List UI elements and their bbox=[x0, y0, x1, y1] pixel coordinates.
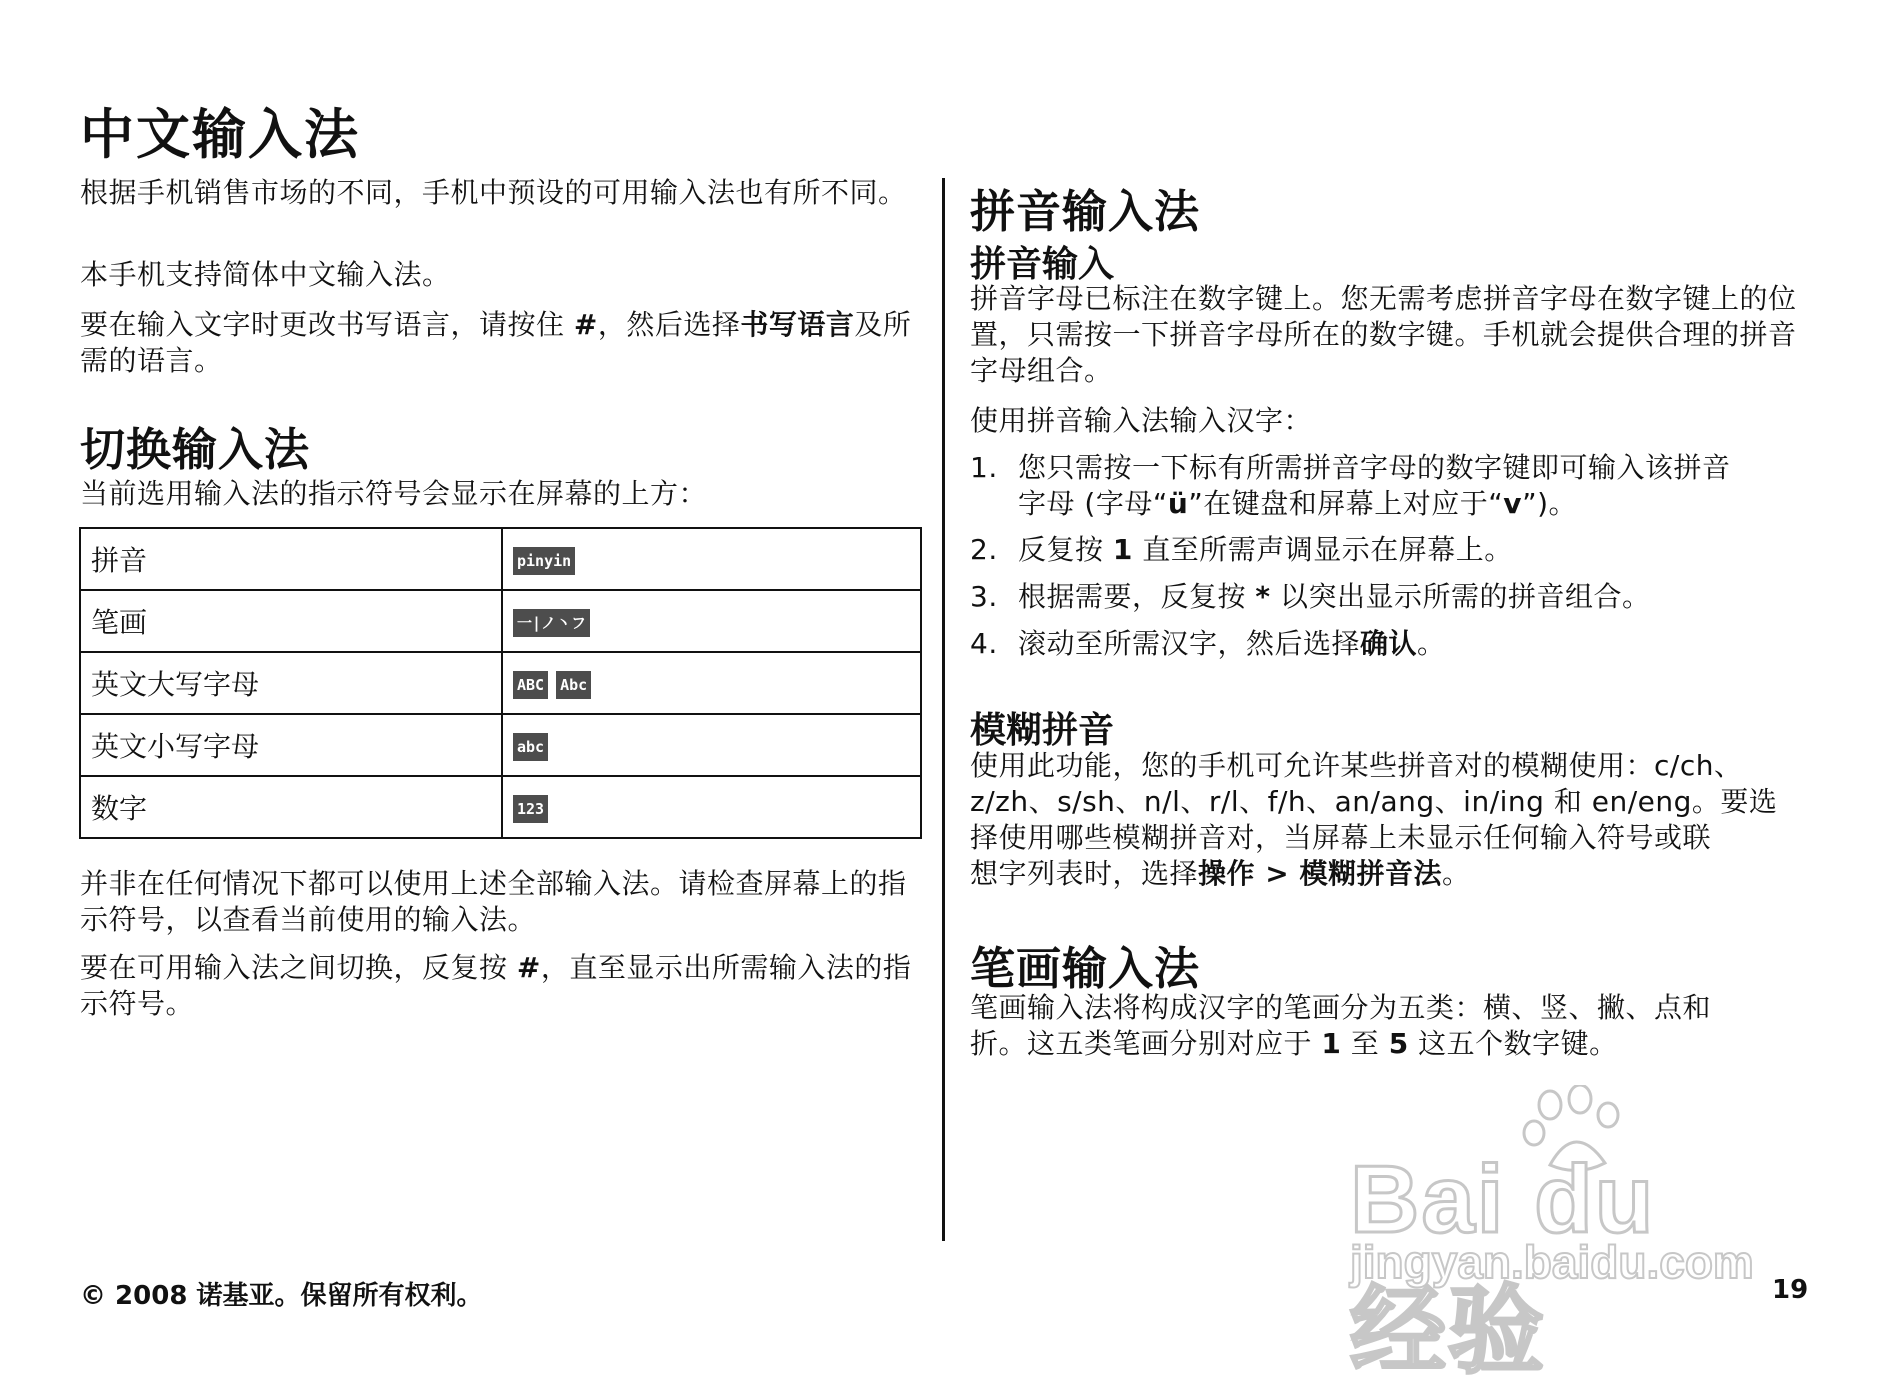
input-mode-indicator-icon: abc bbox=[513, 733, 548, 761]
step-4-option: 确认 bbox=[1360, 627, 1418, 660]
pinyin-section-title: 拼音输入法 bbox=[970, 185, 1201, 238]
intro-paragraph-3 bbox=[80, 307, 920, 379]
fuzzy-line-4-e: 。 bbox=[1442, 857, 1471, 890]
indicator-label: 英文小写字母 bbox=[80, 714, 502, 776]
indicator-label: 数字 bbox=[80, 776, 502, 838]
watermark-url: jingyan.baidu.com bbox=[1350, 1236, 1754, 1288]
fuzzy-menu-separator: > bbox=[1255, 857, 1300, 890]
fuzzy-section-title: 模糊拼音 bbox=[970, 710, 1115, 751]
intro3-text-c: 及所需的语言。 bbox=[80, 308, 912, 377]
note2-text-b: ，直至显示出所需输入法的指示符号。 bbox=[80, 951, 912, 1020]
indicator-row bbox=[80, 776, 921, 838]
step-3-text bbox=[1018, 579, 1650, 615]
intro3-menu-option: 书写语言 bbox=[740, 308, 855, 341]
stroke-key-5: 5 bbox=[1388, 1027, 1409, 1060]
step-2-number: 2. bbox=[970, 533, 998, 566]
intro3-text-b: ，然后选择 bbox=[597, 308, 741, 341]
input-mode-indicator-icon: pinyin bbox=[513, 547, 575, 575]
indicator-icons bbox=[502, 776, 921, 838]
input-mode-indicator-icon: 一|ノ丶フ bbox=[513, 609, 590, 637]
stroke-line-2-b: 至 bbox=[1341, 1027, 1389, 1060]
stroke-paragraph bbox=[970, 990, 1820, 1062]
stroke-line-2-a: 折。这五类笔画分别对应于 bbox=[970, 1027, 1322, 1060]
input-mode-indicator-icon: Abc bbox=[556, 671, 591, 699]
fuzzy-paragraph bbox=[970, 748, 1820, 892]
step-2-text bbox=[1018, 532, 1513, 568]
step-3-number: 3. bbox=[970, 580, 998, 613]
indicator-icons bbox=[502, 714, 921, 776]
step-2-a: 反复按 bbox=[1018, 533, 1113, 566]
fuzzy-line-3: 择使用哪些模糊拼音对，当屏幕上未显示任何输入符号或联 bbox=[970, 821, 1712, 854]
step-1-line2-c: ”在键盘和屏幕上对应于“ bbox=[1188, 487, 1504, 520]
note-paragraph-1: 并非在任何情况下都可以使用上述全部输入法。请检查屏幕上的指示符号，以查看当前使用的输入法。 bbox=[80, 867, 907, 936]
switch-section-desc: 当前选用输入法的指示符号会显示在屏幕的上方： bbox=[80, 477, 708, 510]
input-mode-indicator-icon: 123 bbox=[513, 795, 548, 823]
page-title: 中文输入法 bbox=[80, 103, 360, 166]
step-4-text bbox=[1018, 626, 1446, 662]
baidu-watermark bbox=[1330, 1085, 1780, 1385]
fuzzy-line-2: z/zh、s/sh、n/l、r/l、f/h、an/ang、in/ing 和 en/eng。要选 bbox=[970, 785, 1778, 818]
fuzzy-line-1: 使用此功能，您的手机可允许某些拼音对的模糊使用：c/ch、 bbox=[970, 749, 1743, 782]
indicator-table bbox=[79, 527, 922, 839]
pinyin-paragraph-1: 拼音字母已标注在数字键上。您无需考虑拼音字母在数字键上的位置，只需按一下拼音字母所在的数字键。手机就会提供合理的拼音字母组合。 bbox=[970, 282, 1797, 387]
indicator-icons bbox=[502, 652, 921, 714]
step-3-key: * bbox=[1255, 580, 1271, 613]
indicator-row bbox=[80, 714, 921, 776]
stroke-section-title: 笔画输入法 bbox=[970, 942, 1201, 995]
step-4-b: 。 bbox=[1417, 627, 1446, 660]
fuzzy-menu-options: 操作 bbox=[1198, 857, 1256, 890]
step-1-u-umlaut: ü bbox=[1167, 487, 1189, 520]
indicator-label: 笔画 bbox=[80, 590, 502, 652]
step-1-line2-a: 字母 (字母“ bbox=[1018, 487, 1168, 520]
note2-key: # bbox=[516, 951, 541, 984]
step-2-b: 直至所需声调显示在屏幕上。 bbox=[1132, 533, 1513, 566]
indicator-row bbox=[80, 652, 921, 714]
intro3-text-a: 要在输入文字时更改书写语言，请按住 bbox=[80, 308, 574, 341]
indicator-icons bbox=[502, 590, 921, 652]
stroke-key-1: 1 bbox=[1321, 1027, 1342, 1060]
switch-section-title: 切换输入法 bbox=[80, 423, 311, 476]
page-number: 19 bbox=[1772, 1275, 1809, 1305]
stroke-line-2 bbox=[970, 1026, 1820, 1062]
step-1-line2-d: ”)。 bbox=[1522, 487, 1577, 520]
note2-text-a: 要在可用输入法之间切换，反复按 bbox=[80, 951, 517, 984]
stroke-line-2-c: 这五个数字键。 bbox=[1408, 1027, 1618, 1060]
fuzzy-line-4 bbox=[970, 856, 1820, 892]
indicator-row bbox=[80, 590, 921, 652]
note-paragraph-2 bbox=[80, 950, 920, 1022]
step-1-line2 bbox=[1018, 486, 1577, 522]
step-3-b: 以突出显示所需的拼音组合。 bbox=[1270, 580, 1651, 613]
intro-paragraph-2: 本手机支持简体中文输入法。 bbox=[80, 258, 451, 291]
indicator-label: 拼音 bbox=[80, 528, 502, 590]
step-1-v-key: v bbox=[1503, 487, 1523, 520]
intro3-key: # bbox=[573, 308, 598, 341]
input-mode-indicator-icon: ABC bbox=[513, 671, 548, 699]
footer-copyright: © 2008 诺基亚。保留所有权利。 bbox=[80, 1281, 483, 1311]
pinyin-subsection-title: 拼音输入 bbox=[970, 244, 1115, 285]
step-2-key: 1 bbox=[1112, 533, 1133, 566]
pinyin-paragraph-2: 使用拼音输入法输入汉字： bbox=[970, 404, 1313, 437]
indicator-row bbox=[80, 528, 921, 590]
indicator-label: 英文大写字母 bbox=[80, 652, 502, 714]
column-divider bbox=[942, 178, 945, 1241]
watermark-brand: Bai du 经验 bbox=[1350, 1146, 1656, 1385]
stroke-line-1: 笔画输入法将构成汉字的笔画分为五类：横、竖、撇、点和 bbox=[970, 991, 1712, 1024]
fuzzy-line-4-a: 想字列表时，选择 bbox=[970, 857, 1199, 890]
fuzzy-menu-option: 模糊拼音法 bbox=[1299, 857, 1443, 890]
step-1-number: 1. bbox=[970, 451, 998, 484]
step-1 bbox=[970, 450, 1810, 522]
indicator-icons bbox=[502, 528, 921, 590]
step-1-line1: 您只需按一下标有所需拼音字母的数字键即可输入该拼音 bbox=[1018, 451, 1731, 484]
step-3-a: 根据需要，反复按 bbox=[1018, 580, 1256, 613]
intro-paragraph-1: 根据手机销售市场的不同，手机中预设的可用输入法也有所不同。 bbox=[80, 176, 907, 209]
step-4-a: 滚动至所需汉字，然后选择 bbox=[1018, 627, 1361, 660]
step-4-number: 4. bbox=[970, 627, 998, 660]
